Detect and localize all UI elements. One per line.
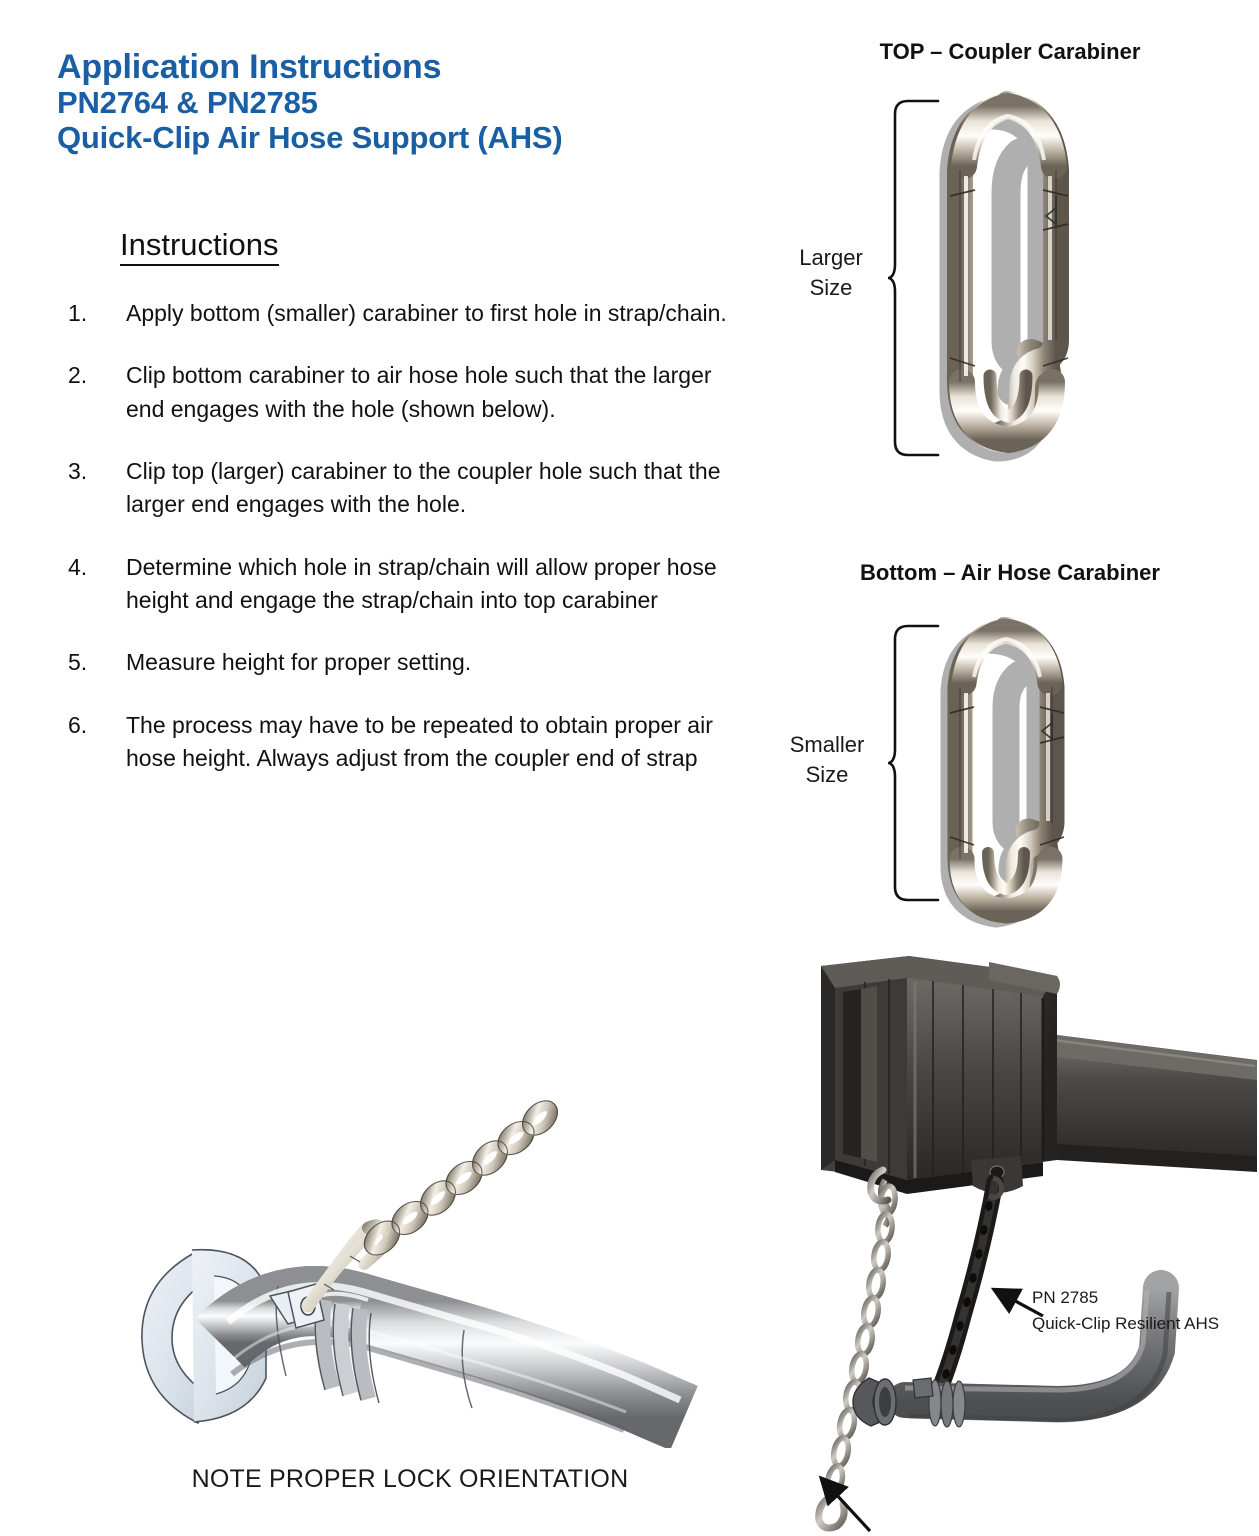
carabiner-icon <box>928 617 1113 932</box>
larger-size-label <box>770 243 892 302</box>
carabiner-icon <box>930 90 1115 470</box>
list-item <box>57 297 747 330</box>
list-item-number: 4. <box>68 553 88 580</box>
smaller-size-label <box>762 730 892 789</box>
list-item-text: Measure height for proper setting. <box>126 649 472 676</box>
list-item-text: Clip bottom carabiner to air hose hole such that the larger end engages with the hole (shown below). <box>126 362 712 422</box>
top-carabiner-heading: TOP – Coupler Carabiner <box>879 39 1141 64</box>
title-line-1: Application Instructions <box>57 48 442 86</box>
list-item-number: 2. <box>68 362 88 389</box>
bottom-carabiner-heading: Bottom – Air Hose Carabiner <box>860 560 1160 585</box>
list-item <box>57 646 747 679</box>
smaller-size-label-line1: Smaller <box>789 732 865 757</box>
larger-size-label-line1: Larger <box>799 245 863 270</box>
list-item-number: 6. <box>68 711 88 738</box>
coupler-assembly-icon <box>757 948 1259 1536</box>
figure-caption: NOTE PROPER LOCK ORIENTATION <box>191 1465 629 1493</box>
list-item <box>57 359 747 426</box>
list-item-number: 3. <box>68 458 88 485</box>
instructions-list <box>57 297 747 804</box>
page-title <box>57 48 757 156</box>
title-line-2: PN2764 & PN2785 <box>57 85 318 121</box>
list-item-text: The process may have to be repeated to obtain proper air hose height. Always adjust from the coupler end of strap <box>126 711 713 772</box>
chain-callout-arrow-icon <box>808 1465 878 1535</box>
pn-callout-line2: Quick-Clip Resilient AHS <box>1032 1313 1220 1333</box>
list-item <box>57 455 747 522</box>
larger-size-label-line2: Size <box>809 274 853 300</box>
list-item-number: 1. <box>68 300 88 326</box>
smaller-size-label-line2: Size <box>805 761 849 787</box>
list-item <box>57 709 747 776</box>
chain-icon <box>358 1094 564 1262</box>
list-item-text: Determine which hole in strap/chain will allow proper hose height and engage the strap/chain into top carabiner <box>126 553 717 614</box>
list-item-text: Clip top (larger) carabiner to the coupler hole such that the larger end engages with the hole. <box>126 458 721 518</box>
pn-callout-line1: PN 2785 <box>1032 1288 1099 1307</box>
air-hose-chain-icon <box>128 1078 698 1448</box>
pn-callout <box>1032 1285 1219 1336</box>
title-line-3: Quick-Clip Air Hose Support (AHS) <box>57 119 563 155</box>
mount-bar <box>1049 1034 1257 1172</box>
list-item-number: 5. <box>68 649 88 676</box>
coupler-block <box>821 956 1060 1194</box>
list-item-text: Apply bottom (smaller) carabiner to first hole in strap/chain. <box>126 300 727 326</box>
instructions-heading: Instructions <box>120 228 279 266</box>
list-item <box>57 551 747 618</box>
